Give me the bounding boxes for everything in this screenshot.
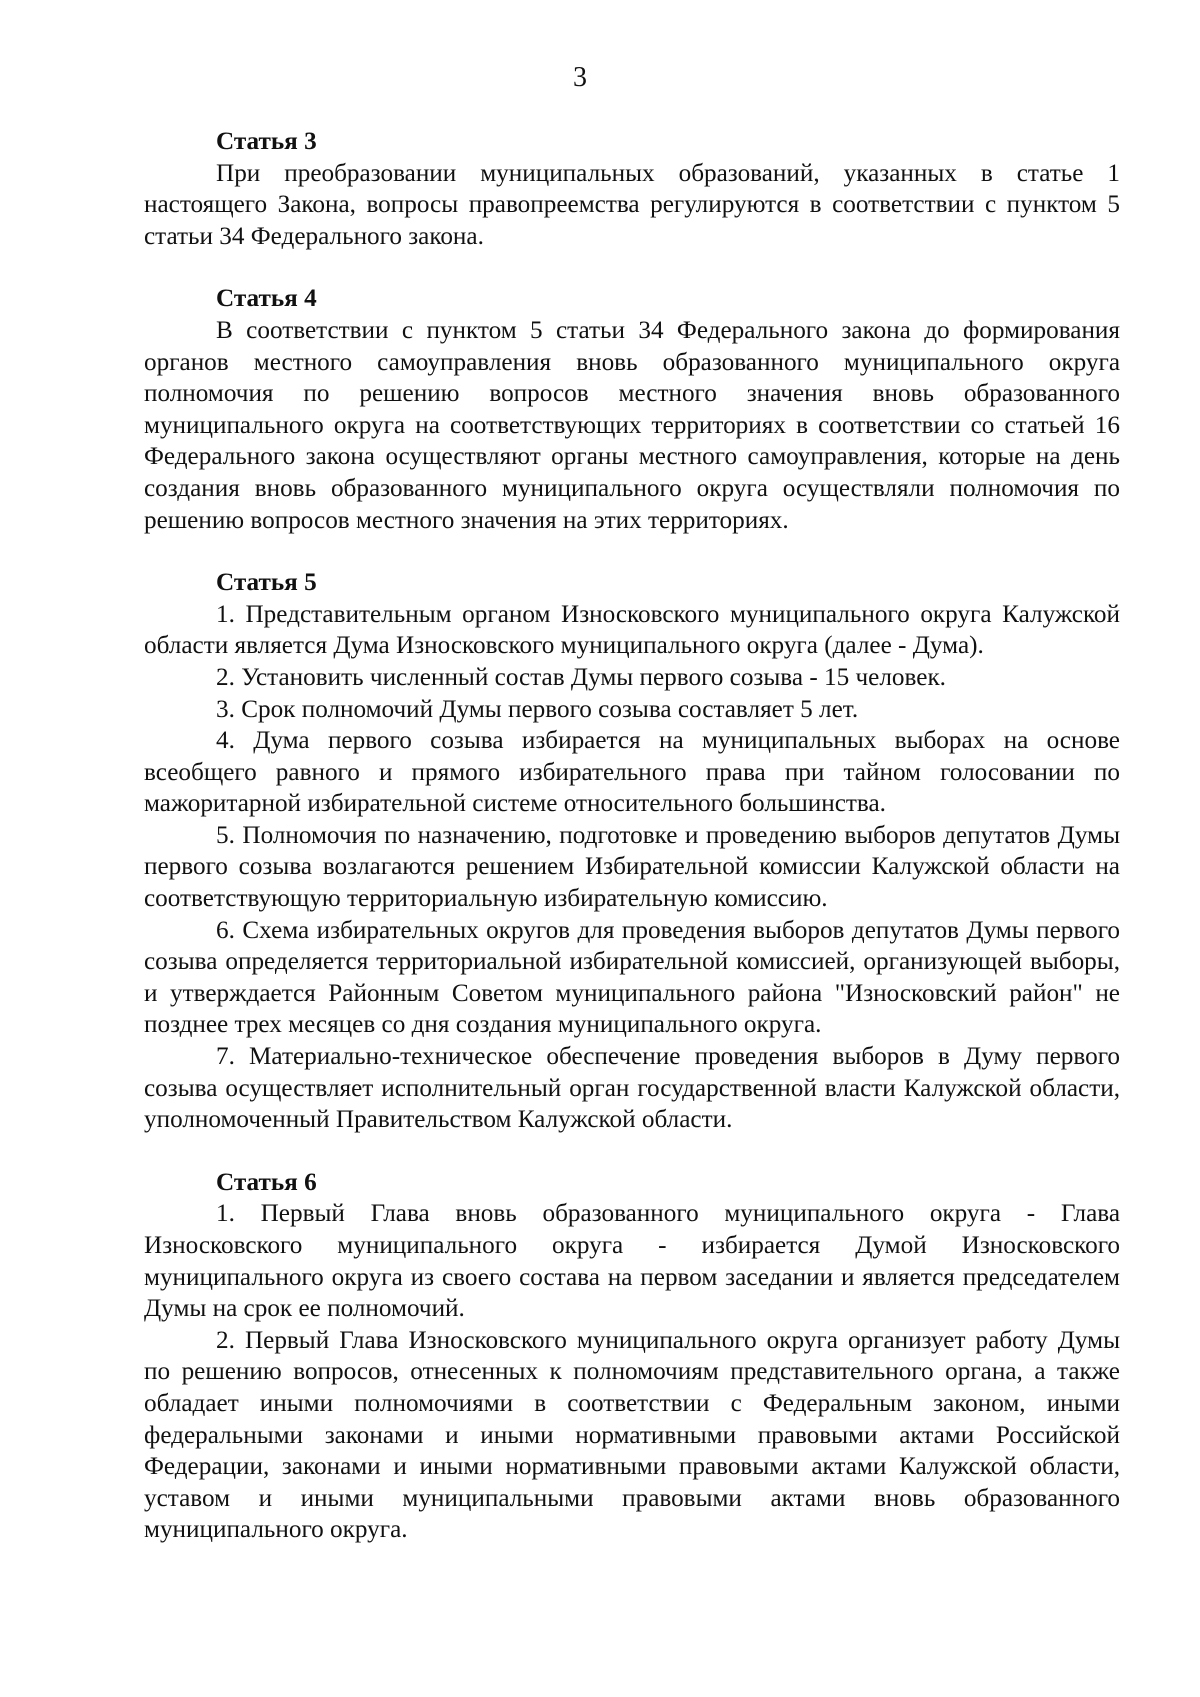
article-heading: Статья 3 [216,128,317,155]
article-paragraph: В соответствии с пунктом 5 статьи 34 Федерального закона до формирования органов местного самоуправления вновь образованного муниципального округа полномочия по решению вопросов местного значения вновь образованного муниципального округа на соответствующих территориях в соответствии со статьей 16 Федерального закона осуществляют органы местного самоуправления, которые на день создания вновь образованного муниципального округа осуществляли полномочия по решению вопросов местного значения на этих территориях. [144,316,1120,534]
article-paragraph: 5. Полномочия по назначению, подготовке и проведению выборов депутатов Думы первого созыва возлагаются решением Избирательной комиссии Калужской области на соответствующую территориальную избирательную комиссию. [144,821,1120,913]
article-4 [144,283,1120,536]
article-heading: Статья 5 [216,569,317,597]
article-5 [144,567,1120,1136]
article-paragraph: 2. Установить численный состав Думы первого созыва - 15 человек. [216,663,946,691]
page-number: 3 [573,62,587,93]
article-heading: Статья 6 [216,1168,317,1196]
article-paragraph: При преобразовании муниципальных образований, указанных в статье 1 настоящего Закона, вопросы правопреемства регулируются в соответствии с пунктом 5 статьи 34 Федерального закона. [144,159,1120,250]
article-6 [144,1167,1120,1546]
article-heading: Статья 4 [216,285,317,313]
article-paragraph: 3. Срок полномочий Думы первого созыва составляет 5 лет. [216,695,859,723]
document-body [144,126,1120,1577]
article-paragraph: 4. Дума первого созыва избирается на муниципальных выборах на основе всеобщего равного и прямого избирательного права при тайном голосовании по мажоритарной избирательной системе относительного большинства. [144,727,1120,818]
article-paragraph: 6. Схема избирательных округов для проведения выборов депутатов Думы первого созыва определяется территориальной избирательной комиссией, организующей выборы, и утверждается Районным Советом муниципального района "Износковский район" не позднее трех месяцев со дня создания муниципального округа. [144,916,1120,1039]
article-paragraph: 7. Материально-техническое обеспечение проведения выборов в Думу первого созыва осуществляет исполнительный орган государственной власти Калужской области, уполномоченный Правительством Калужской области. [144,1043,1120,1134]
article-paragraph: 2. Первый Глава Износковского муниципального округа организует работу Думы по решению вопросов, отнесенных к полномочиям представительного органа, а также обладает иными полномочиями в соответствии с Федеральным законом, иными федеральными законами и иными нормативными правовыми актами Российской Федерации, законами и иными нормативными правовыми актами Калужской области, уставом и иными муниципальными правовыми актами вновь образованного муниципального округа. [144,1326,1120,1544]
article-paragraph: 1. Первый Глава вновь образованного муниципального округа - Глава Износковского муниципального округа - избирается Думой Износковского муниципального округа из своего состава на первом заседании и является председателем Думы на срок ее полномочий. [144,1200,1120,1323]
article-3 [144,126,1120,252]
article-paragraph: 1. Представительным органом Износковского муниципального округа Калужской области является Дума Износковского муниципального округа (далее - Дума). [144,600,1120,660]
